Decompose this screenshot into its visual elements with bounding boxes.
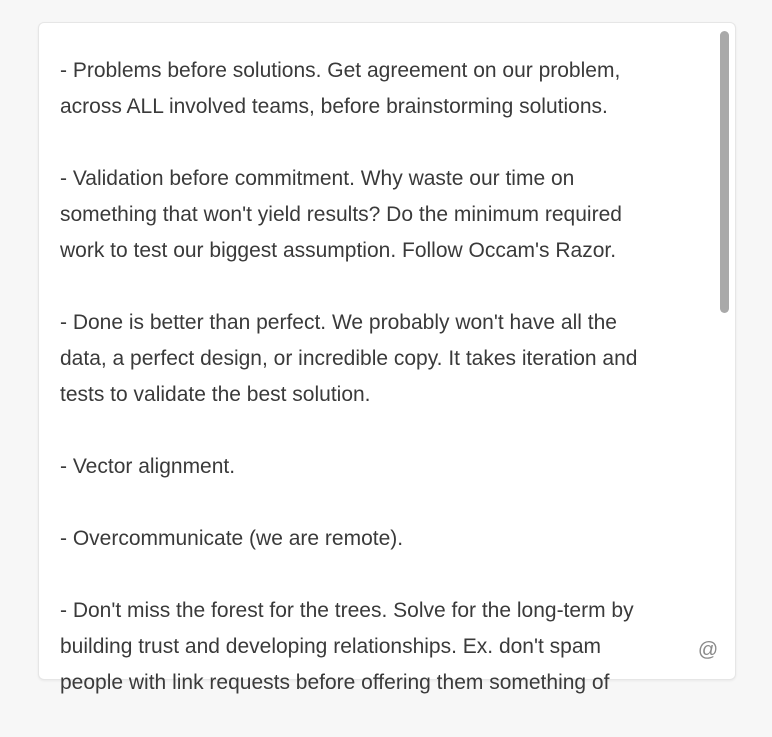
paragraph-forest-for-trees: - Don't miss the forest for the trees. Solve for the long-term by building trust and developing relationships. Ex. don't spam people with link requests before offering them something of xyxy=(60,599,634,694)
paragraph-problems-before-solutions: - Problems before solutions. Get agreement on our problem, across ALL involved teams, before brainstorming solutions. xyxy=(60,59,621,118)
editor-content[interactable] xyxy=(60,53,700,737)
paragraph-validation-before-commitment: - Validation before commitment. Why waste our time on something that won't yield results? Do the minimum required work to test our biggest assumption. Follow Occam's Razor. xyxy=(60,167,622,262)
mention-button[interactable] xyxy=(697,639,719,661)
text-editor[interactable] xyxy=(38,22,736,694)
paragraph-done-better-than-perfect: - Done is better than perfect. We probably won't have all the data, a perfect design, or incredible copy. It takes iteration and tests to validate the best solution. xyxy=(60,311,638,406)
at-sign-icon: @ xyxy=(697,639,719,661)
paragraph-overcommunicate: - Overcommunicate (we are remote). xyxy=(60,527,404,550)
scrollbar-thumb[interactable] xyxy=(720,31,729,313)
paragraph-vector-alignment: - Vector alignment. xyxy=(60,455,236,478)
vertical-scrollbar[interactable] xyxy=(720,31,729,671)
